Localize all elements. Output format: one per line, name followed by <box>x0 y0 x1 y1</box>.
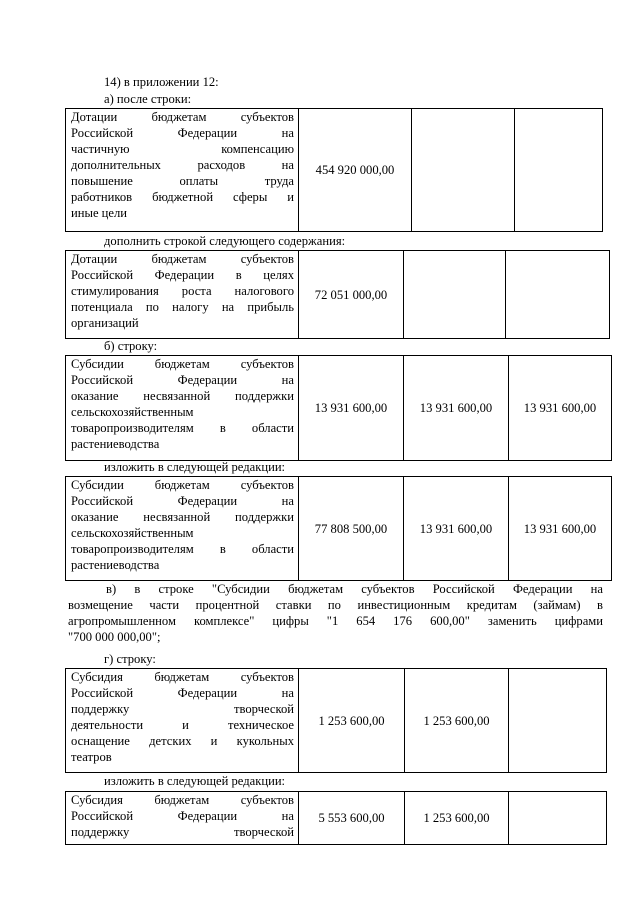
value-cell-3: 13 931 600,00 <box>509 356 612 461</box>
value-cell-1: 5 553 600,00 <box>299 792 405 845</box>
value-cell-1: 13 931 600,00 <box>299 356 404 461</box>
restate-instruction-2: изложить в следующей редакции: <box>104 774 286 788</box>
value-cell-1: 454 920 000,00 <box>299 109 412 232</box>
section-heading: 14) в приложении 12: <box>104 75 219 89</box>
value-cell-3 <box>506 251 610 339</box>
row-description: Субсидии бюджетам субъектов Российской Федерации на оказание несвязанной поддержки сельскохозяйственным товаропроизводителям в области растениеводства <box>66 356 299 461</box>
table-row <box>66 792 607 845</box>
item-c-paragraph: в) в строке "Субсидии бюджетам субъектов Российской Федерации на возмещение части процентной ставки по инвестиционным кредитам (займам) в агропромышленном комплексе" цифры "1 654 176 600,00" заменить цифрами "700 000 000,00"; <box>68 582 603 644</box>
row-description: Субсидия бюджетам субъектов Российской Федерации на поддержку творческой деятельности и техническое оснащение детских и кукольных театров <box>66 669 299 773</box>
value-cell-2: 1 253 600,00 <box>405 669 509 773</box>
value-cell-2: 13 931 600,00 <box>404 477 509 581</box>
value-cell-1: 72 051 000,00 <box>299 251 404 339</box>
item-b-label: б) строку: <box>104 339 158 353</box>
value-cell-2 <box>412 109 515 232</box>
table-row <box>66 109 603 232</box>
item-a-label: а) после строки: <box>104 92 192 106</box>
value-cell-1: 1 253 600,00 <box>299 669 405 773</box>
row-description: Субсидия бюджетам субъектов Российской Федерации на поддержку творческой <box>66 792 299 845</box>
item-d-label: г) строку: <box>104 652 156 666</box>
restate-instruction-1: изложить в следующей редакции: <box>104 460 286 474</box>
table-row <box>66 356 612 461</box>
table-4 <box>65 476 612 581</box>
row-description: Субсидии бюджетам субъектов Российской Федерации на оказание несвязанной поддержки сельскохозяйственным товаропроизводителям в области растениеводства <box>66 477 299 581</box>
add-row-instruction: дополнить строкой следующего содержания: <box>104 234 346 248</box>
table-5 <box>65 668 607 773</box>
table-row <box>66 251 610 339</box>
value-cell-3 <box>509 669 607 773</box>
table-1 <box>65 108 603 232</box>
row-description: Дотации бюджетам субъектов Российской Федерации на частичную компенсацию дополнительных расходов на повышение оплаты труда работников бюджетной сферы и иные цели <box>66 109 299 232</box>
value-cell-2 <box>404 251 506 339</box>
table-6 <box>65 791 607 845</box>
table-3 <box>65 355 612 461</box>
table-2 <box>65 250 610 339</box>
value-cell-3 <box>509 792 607 845</box>
row-description: Дотации бюджетам субъектов Российской Федерации в целях стимулирования роста налогового потенциала по налогу на прибыль организаций <box>66 251 299 339</box>
value-cell-3 <box>515 109 603 232</box>
value-cell-3: 13 931 600,00 <box>509 477 612 581</box>
table-row <box>66 669 607 773</box>
table-row <box>66 477 612 581</box>
value-cell-2: 13 931 600,00 <box>404 356 509 461</box>
value-cell-1: 77 808 500,00 <box>299 477 404 581</box>
value-cell-2: 1 253 600,00 <box>405 792 509 845</box>
